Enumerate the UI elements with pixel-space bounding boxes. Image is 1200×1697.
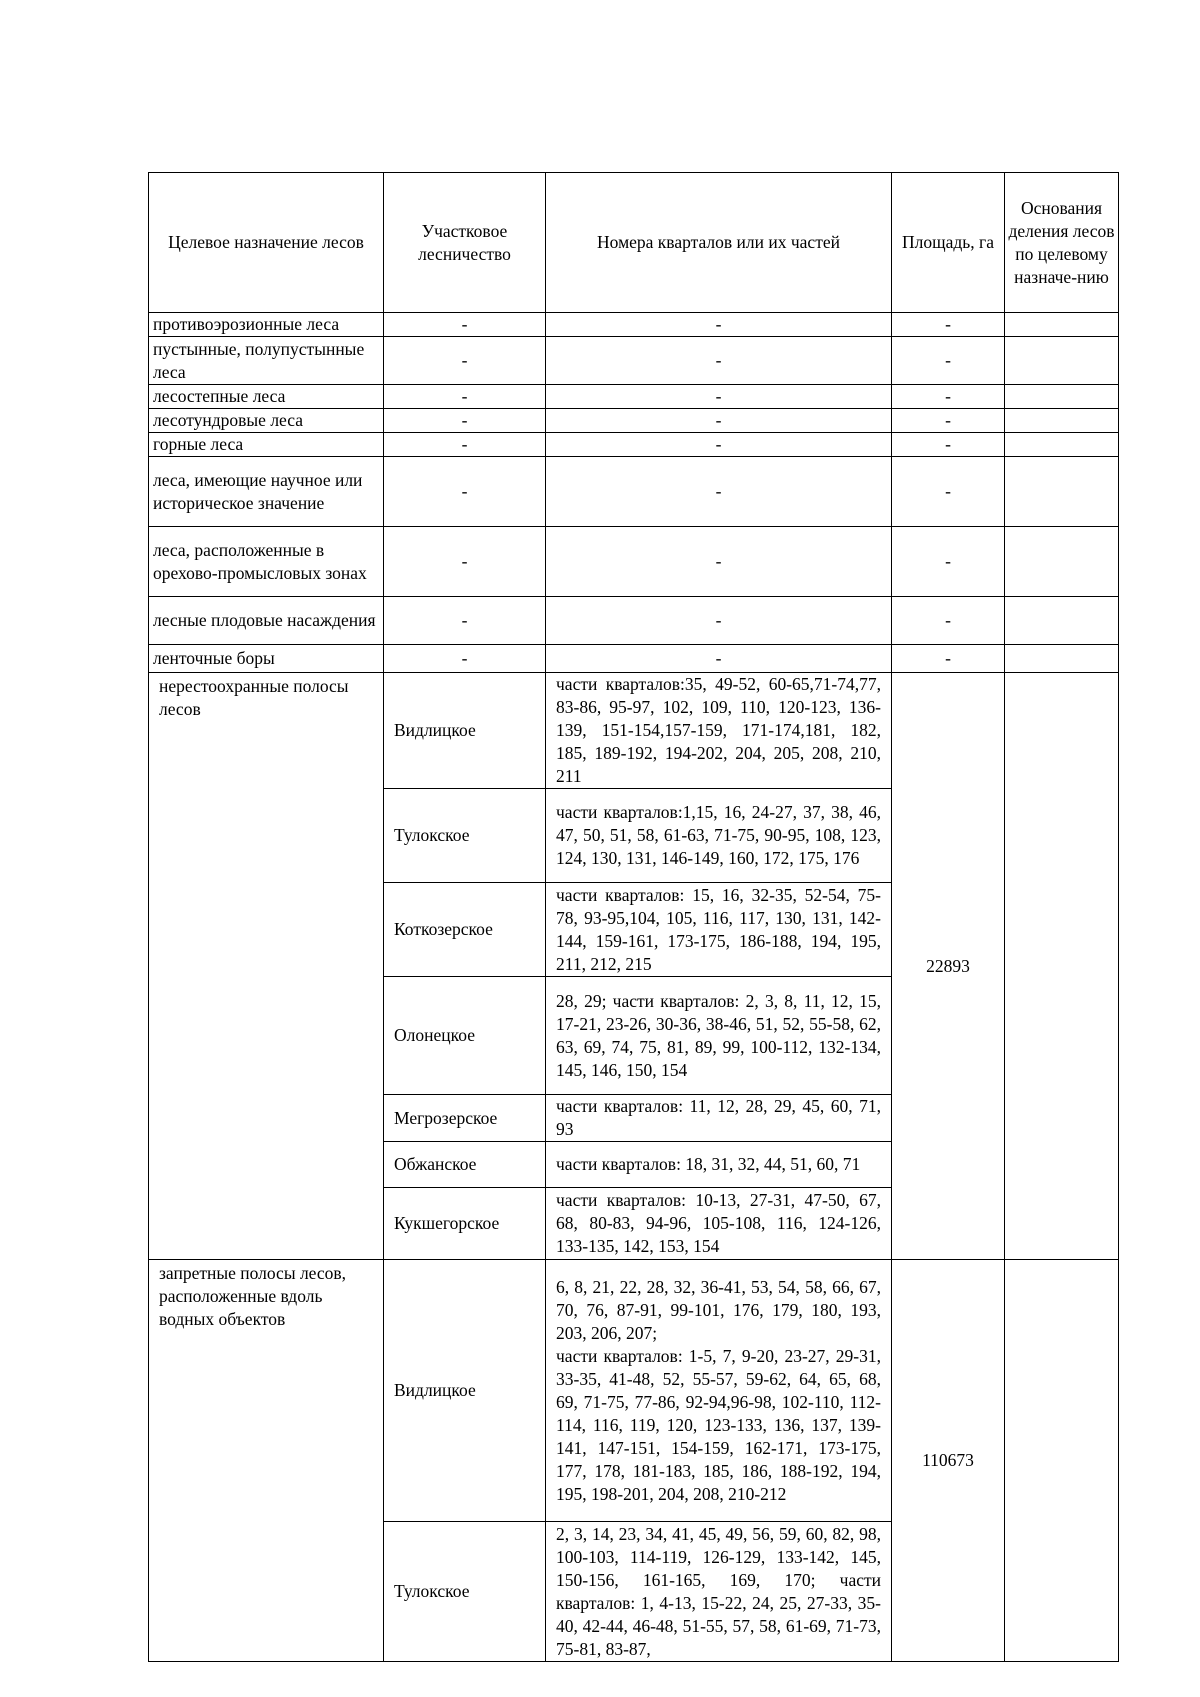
quarters-full: 6, 8, 21, 22, 28, 32, 36-41, 53, 54, 58, 66, 67, 70, 76, 87-91, 99-101, 176, 179, 180, 193, 203, 206, 207; <box>556 1276 881 1343</box>
table-row <box>149 597 1119 645</box>
row-quarters: - <box>546 457 892 527</box>
row-quarters: части кварталов:35, 49-52, 60-65,71-74,77, 83-86, 95-97, 102, 109, 110, 120-123, 136-139, 151-154,157-159, 171-174,181, 182, 185, 189-192, 194-202, 204, 205, 208, 210, 211 <box>546 673 892 789</box>
row-quarters: - <box>546 645 892 673</box>
row-area: - <box>892 337 1005 385</box>
row-purpose: противоэрозионные леса <box>149 313 384 337</box>
row-quarters: части кварталов: 18, 31, 32, 44, 51, 60, 71 <box>546 1142 892 1188</box>
row-forestry: Тулокское <box>384 789 546 883</box>
header-area: Площадь, га <box>892 173 1005 313</box>
row-purpose: лесотундровые леса <box>149 409 384 433</box>
row-forestry: - <box>384 385 546 409</box>
table-row <box>149 385 1119 409</box>
row-quarters: 28, 29; части кварталов: 2, 3, 8, 11, 12, 15, 17-21, 23-26, 30-36, 38-46, 51, 52, 55-58, 62, 63, 69, 74, 75, 81, 89, 99, 100-112, 132-134, 145, 146, 150, 154 <box>546 977 892 1095</box>
quarters-parts: части кварталов: 1-5, 7, 9-20, 23-27, 29-31, 33-35, 41-48, 52, 55-57, 59-62, 64, 65, 68, 69, 71-75, 77-86, 92-94,96-98, 102-110, 112-114, 116, 119, 120, 123-133, 136, 137, 139-141, 147-151, 154-159, 162-171, 173-175, 177, 178, 181-183, 185, 186, 188-192, 194, 195, 198-201, 204, 208, 210-212 <box>556 1345 881 1504</box>
row-basis <box>1005 337 1119 385</box>
row-area: - <box>892 385 1005 409</box>
table-row <box>149 527 1119 597</box>
table-row <box>149 313 1119 337</box>
row-quarters: части кварталов: 10-13, 27-31, 47-50, 67, 68, 80-83, 94-96, 105-108, 116, 124-126, 133-135, 142, 153, 154 <box>546 1188 892 1260</box>
row-purpose: леса, имеющие научное или историческое значение <box>149 457 384 527</box>
row-quarters: части кварталов: 15, 16, 32-35, 52-54, 75-78, 93-95,104, 105, 116, 117, 130, 131, 142-144, 159-161, 173-175, 186-188, 194, 195, 211, 212, 215 <box>546 883 892 977</box>
row-basis <box>1005 597 1119 645</box>
row-forestry: Видлицкое <box>384 673 546 789</box>
row-purpose: пустынные, полупустынные леса <box>149 337 384 385</box>
row-quarters: - <box>546 409 892 433</box>
row-area: - <box>892 457 1005 527</box>
row-quarters: - <box>546 337 892 385</box>
table-row <box>149 673 1119 789</box>
row-basis <box>1005 457 1119 527</box>
row-forestry: Тулокское <box>384 1522 546 1662</box>
row-purpose: горные леса <box>149 433 384 457</box>
row-forestry: Видлицкое <box>384 1260 546 1522</box>
row-area: - <box>892 409 1005 433</box>
table-header-row <box>149 173 1119 313</box>
row-purpose: лесостепные леса <box>149 385 384 409</box>
row-forestry: Коткозерское <box>384 883 546 977</box>
row-purpose: лесные плодовые насаждения <box>149 597 384 645</box>
table-row <box>149 645 1119 673</box>
row-area: - <box>892 527 1005 597</box>
header-purpose: Целевое назначение лесов <box>149 173 384 313</box>
row-basis <box>1005 385 1119 409</box>
spawning-purpose: нерестоохранные полосы лесов <box>149 673 384 1260</box>
row-forestry: - <box>384 313 546 337</box>
forest-purpose-table <box>148 172 1119 1662</box>
row-area: - <box>892 313 1005 337</box>
row-forestry: - <box>384 457 546 527</box>
row-forestry: Кукшегорское <box>384 1188 546 1260</box>
row-forestry: - <box>384 337 546 385</box>
water-area: 110673 <box>892 1260 1005 1662</box>
water-basis <box>1005 1260 1119 1662</box>
row-forestry: Олонецкое <box>384 977 546 1095</box>
row-area: - <box>892 645 1005 673</box>
header-quarters: Номера кварталов или их частей <box>546 173 892 313</box>
row-quarters: части кварталов:1,15, 16, 24-27, 37, 38, 46, 47, 50, 51, 58, 61-63, 71-75, 90-95, 108, 123, 124, 130, 131, 146-149, 160, 172, 175, 176 <box>546 789 892 883</box>
header-forestry: Участковое лесничество <box>384 173 546 313</box>
row-basis <box>1005 527 1119 597</box>
header-basis: Основания деления лесов по целевому назначе-нию <box>1005 173 1119 313</box>
spawning-area: 22893 <box>892 673 1005 1260</box>
row-basis <box>1005 433 1119 457</box>
row-area: - <box>892 433 1005 457</box>
row-forestry: - <box>384 597 546 645</box>
row-quarters: - <box>546 313 892 337</box>
row-area: - <box>892 597 1005 645</box>
row-quarters: части кварталов: 11, 12, 28, 29, 45, 60, 71, 93 <box>546 1095 892 1142</box>
water-purpose: запретные полосы лесов, расположенные вдоль водных объектов <box>149 1260 384 1662</box>
row-basis <box>1005 409 1119 433</box>
row-basis <box>1005 313 1119 337</box>
row-forestry: - <box>384 645 546 673</box>
table-row <box>149 433 1119 457</box>
row-quarters <box>546 1260 892 1522</box>
row-forestry: - <box>384 433 546 457</box>
table-row <box>149 457 1119 527</box>
row-forestry: Мегрозерское <box>384 1095 546 1142</box>
row-purpose: леса, расположенные в орехово-промысловых зонах <box>149 527 384 597</box>
table-row <box>149 337 1119 385</box>
row-quarters: - <box>546 385 892 409</box>
row-basis <box>1005 645 1119 673</box>
row-quarters: - <box>546 527 892 597</box>
row-quarters: - <box>546 597 892 645</box>
row-quarters: - <box>546 433 892 457</box>
row-forestry: - <box>384 527 546 597</box>
row-forestry: Обжанское <box>384 1142 546 1188</box>
row-purpose: ленточные боры <box>149 645 384 673</box>
row-forestry: - <box>384 409 546 433</box>
spawning-basis <box>1005 673 1119 1260</box>
table-row <box>149 1260 1119 1522</box>
table-row <box>149 409 1119 433</box>
row-quarters: 2, 3, 14, 23, 34, 41, 45, 49, 56, 59, 60, 82, 98, 100-103, 114-119, 126-129, 133-142, 145, 150-156, 161-165, 169, 170; части кварталов: 1, 4-13, 15-22, 24, 25, 27-33, 35-40, 42-44, 46-48, 51-55, 57, 58, 61-69, 71-73, 75-81, 83-87, <box>546 1522 892 1662</box>
